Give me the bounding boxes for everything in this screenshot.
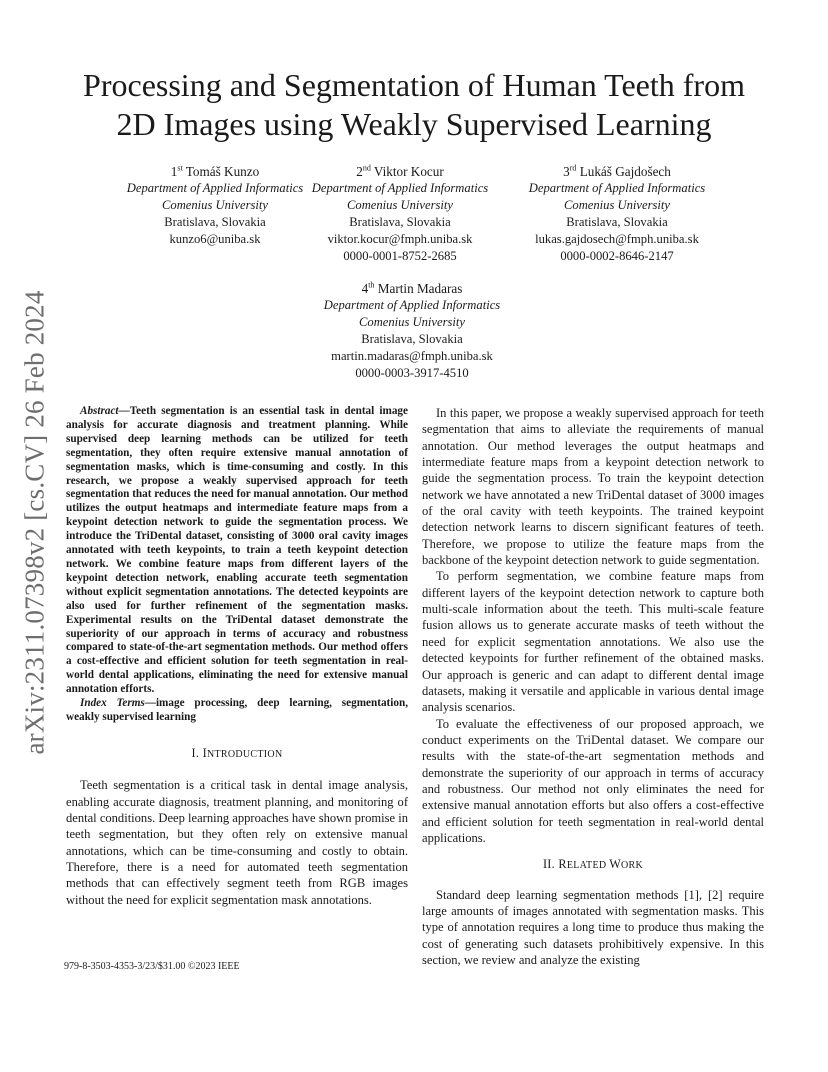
author-location: Bratislava, Slovakia — [361, 332, 463, 346]
author-name: Lukáš Gajdošech — [579, 164, 671, 179]
author-4: 4th Martin Madaras Department of Applied Informatics Comenius University Bratislava, Slovakia martin.madaras@fmph.uniba.sk 0000-0003-3917-4510 — [307, 280, 517, 382]
author-orcid: 0000-0002-8646-2147 — [560, 249, 674, 263]
author-name: Martin Madaras — [377, 281, 463, 296]
intro-paragraph: Teeth segmentation is a critical task in dental image analysis, enabling accurate diagnosis, treatment planning, and monitoring of dental conditions. Deep learning approaches have shown promise in teeth segmentation, but they often rely on extensive manual annotations, which can be time-consuming and costly to obtain. Therefore, there is a need for automated teeth segmentation methods that can effectively segment teeth from RGB images without the need for explicit segmentation mask annotations. — [66, 778, 408, 907]
author-department: Department of Applied Informatics — [126, 181, 304, 195]
author-university: Comenius University — [162, 198, 268, 212]
abstract — [66, 405, 408, 697]
author-1: 1st Tomáš Kunzo Department of Applied Informatics Comenius University Bratislava, Slovakia kunzo6@uniba.sk — [110, 163, 320, 248]
body-paragraph: To evaluate the effectiveness of our proposed approach, we conduct experiments on the TriDental dataset. We compare our results with the state-of-the-art segmentation methods and demonstrate the superiority of our approach in terms of accuracy and robustness. Our method not only eliminates the need for extensive manual annotation efforts but also offers a cost-effective and efficient solution for teeth segmentation in real-world dental applications. — [422, 716, 764, 845]
left-column — [66, 405, 408, 908]
index-terms — [66, 697, 408, 725]
body-paragraph: In this paper, we propose a weakly supervised approach for teeth segmentation that aims to alleviate the requirements of manual annotation. Our method leverages the output heatmaps and intermediate feature maps from a keypoint detection network to guide the segmentation process. To train the keypoint detection network we have annotated a new TriDental dataset of 3000 images of the oral cavity with teeth keypoints. The trained keypoint detection network learns to discern significant features of teeth. Therefore, we propose to utilize the feature maps from the backbone of the keypoint detection network to guide segmentation. — [422, 406, 764, 568]
abstract-label: Abstract — [80, 405, 119, 417]
author-email: lukas.gajdosech@fmph.uniba.sk — [535, 232, 699, 246]
related-work-paragraph: Standard deep learning segmentation methods [1], [2] require large amounts of images annotated with segmentation masks. This type of annotation requires a long time to produce thus making the cost of generating such datasets prohibitively expensive. In this section, we review and analyze the existing — [422, 887, 764, 967]
author-email: martin.madaras@fmph.uniba.sk — [331, 349, 493, 363]
author-department: Department of Applied Informatics — [311, 181, 489, 195]
author-department: Department of Applied Informatics — [323, 298, 501, 312]
author-name: Viktor Kocur — [373, 164, 444, 179]
paper-title: Processing and Segmentation of Human Teeth from 2D Images using Weakly Supervised Learning — [83, 67, 745, 142]
right-column — [422, 405, 764, 968]
author-orcid: 0000-0003-3917-4510 — [355, 366, 469, 380]
abstract-text: —Teeth segmentation is an essential task in dental image analysis for accurate diagnosis and treatment planning. While supervised deep learning methods can be utilized for teeth segmentation, they often require extensive manual annotation of segmentation masks, which is time-consuming and costly. In this research, we propose a weakly supervised approach for teeth segmentation that reduces the need for manual annotation. Our method utilizes the output heatmaps and intermediate feature maps from a keypoint detection network to guide the segmentation process. We introduce the TriDental dataset, consisting of 3000 oral cavity images annotated with teeth keypoints, to train a teeth keypoint detection network. We combine feature maps from different layers of the keypoint detection network, enabling accurate teeth segmentation without explicit segmentation annotations. The detected keypoints are also used for further refinement of the segmentation masks. Experimental results on the TriDental dataset demonstrate the superiority of our approach in terms of accuracy and robustness compared to state-of-the-art segmentation methods. Our method offers a cost-effective and efficient solution for teeth segmentation in real-world dental applications, eliminating the need for extensive manual annotation efforts. — [66, 405, 408, 696]
author-university: Comenius University — [564, 198, 670, 212]
copyright-footer: 979-8-3503-4353-3/23/$31.00 ©2023 IEEE — [64, 961, 240, 972]
author-location: Bratislava, Slovakia — [349, 215, 451, 229]
index-terms-text: —image processing, deep learning, segmentation, weakly supervised learning — [66, 697, 408, 723]
author-university: Comenius University — [359, 315, 465, 329]
body-paragraph: To perform segmentation, we combine feature maps from different layers of the keypoint detection network to capture both multi-scale information about the teeth. This multi-scale feature fusion allows us to generate accurate masks of teeth without the need for explicit segmentation annotations. We also use the detected keypoints for further refinement of the obtained masks. Our approach is generic and can adapt to different dental image datasets, making it versatile and applicable in various dental image analysis scenarios. — [422, 569, 764, 715]
author-location: Bratislava, Slovakia — [566, 215, 668, 229]
author-email: viktor.kocur@fmph.uniba.sk — [327, 232, 473, 246]
index-terms-label: Index Terms — [80, 697, 145, 710]
author-university: Comenius University — [347, 198, 453, 212]
author-3: 3rd Lukáš Gajdošech Department of Applied Informatics Comenius University Bratislava, Slovakia lukas.gajdosech@fmph.uniba.sk 0000-0002-8646-2147 — [512, 163, 722, 265]
section-heading-introduction: I. INTRODUCTION — [191, 745, 283, 760]
author-name: Tomáš Kunzo — [185, 164, 260, 179]
author-orcid: 0000-0001-8752-2685 — [343, 249, 457, 263]
author-2: 2nd Viktor Kocur Department of Applied Informatics Comenius University Bratislava, Slovakia viktor.kocur@fmph.uniba.sk 0000-0001-8752-2685 — [295, 163, 505, 265]
author-location: Bratislava, Slovakia — [164, 215, 266, 229]
arxiv-stamp: arXiv:2311.07398v2 [cs.CV] 26 Feb 2024 — [19, 289, 50, 755]
author-email: kunzo6@uniba.sk — [169, 232, 261, 246]
section-heading-related-work: II. RELATED WORK — [542, 857, 644, 872]
author-department: Department of Applied Informatics — [528, 181, 706, 195]
